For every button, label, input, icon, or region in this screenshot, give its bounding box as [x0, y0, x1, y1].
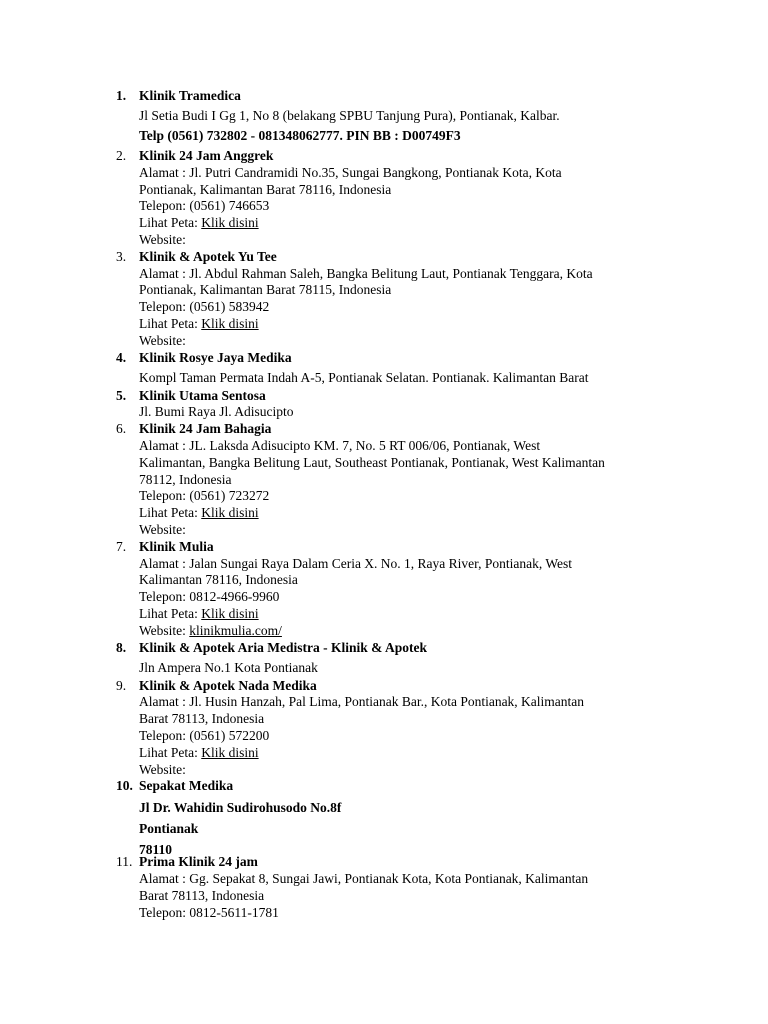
clinic-address-line: Alamat : Jl. Abdul Rahman Saleh, Bangka Belitung Laut, Pontianak Tenggara, Kota — [139, 265, 593, 281]
clinic-address-line: Kalimantan, Bangka Belitung Laut, Southeast Pontianak, Pontianak, West Kalimantan — [139, 454, 605, 470]
website-row: Website: — [139, 231, 186, 247]
map-row — [139, 745, 768, 762]
clinic-phone: Telepon: (0561) 583942 — [139, 299, 270, 315]
clinic-phone: Telepon: 0812-5611-1781 — [139, 904, 279, 920]
clinic-address-line: Pontianak, Kalimantan Barat 78116, Indonesia — [139, 181, 392, 197]
website-row: Website: — [139, 761, 186, 777]
list-item — [0, 539, 768, 640]
list-item — [0, 778, 768, 857]
clinic-phone: Telp (0561) 732802 - 081348062777. PIN BB : D00749F3 — [139, 127, 461, 143]
clinic-address: Jln Ampera No.1 Kota Pontianak — [139, 660, 318, 676]
clinic-address-line: Barat 78113, Indonesia — [139, 887, 265, 903]
map-label: Lihat Peta: — [139, 315, 202, 331]
map-label: Lihat Peta: — [139, 215, 202, 231]
list-number: 6. — [116, 421, 127, 437]
clinic-name: Klinik Rosye Jaya Medika — [139, 349, 292, 365]
website-row — [139, 623, 768, 640]
clinic-postcode: 78110 — [139, 841, 173, 857]
website-row: Website: — [139, 521, 186, 537]
clinic-phone: Telepon: (0561) 572200 — [139, 727, 270, 743]
clinic-phone: Telepon: 0812-4966-9960 — [139, 589, 280, 605]
list-number: 10. — [116, 778, 133, 794]
list-item — [0, 88, 768, 143]
clinic-address-line: Kalimantan 78116, Indonesia — [139, 572, 298, 588]
list-number: 1. — [116, 88, 127, 103]
list-item — [0, 678, 768, 779]
map-label: Lihat Peta: — [139, 744, 202, 760]
clinic-name: Prima Klinik 24 jam — [139, 854, 258, 870]
clinic-address-line: 78112, Indonesia — [139, 471, 232, 487]
clinic-address-line: Pontianak, Kalimantan Barat 78115, Indonesia — [139, 282, 392, 298]
clinic-address-line: Barat 78113, Indonesia — [139, 711, 265, 727]
list-item — [0, 640, 768, 678]
map-row — [139, 215, 768, 232]
clinic-name: Klinik Utama Sentosa — [139, 387, 266, 403]
clinic-phone: Telepon: (0561) 723272 — [139, 488, 270, 504]
list-number: 11. — [116, 854, 133, 870]
website-row: Website: — [139, 332, 186, 348]
clinic-name: Klinik Mulia — [139, 538, 214, 554]
list-item — [0, 421, 768, 539]
clinic-name: Sepakat Medika — [139, 778, 234, 794]
map-link[interactable]: Klik disini — [201, 744, 259, 760]
map-row — [139, 505, 768, 522]
clinic-name: Klinik Tramedica — [139, 88, 241, 103]
list-number: 7. — [116, 538, 127, 554]
clinic-address-line: Jl Dr. Wahidin Sudirohusodo No.8f — [139, 800, 342, 816]
map-link[interactable]: Klik disini — [201, 605, 259, 621]
list-item — [0, 854, 768, 921]
clinic-phone: Telepon: (0561) 746653 — [139, 198, 270, 214]
map-label: Lihat Peta: — [139, 505, 202, 521]
clinic-list — [0, 88, 768, 921]
website-label: Website: — [139, 622, 190, 638]
clinic-address-line: Alamat : JL. Laksda Adisucipto KM. 7, No. 5 RT 006/06, Pontianak, West — [139, 437, 541, 453]
website-link[interactable]: klinikmulia.com/ — [189, 622, 282, 638]
clinic-address-line: Alamat : Gg. Sepakat 8, Sungai Jawi, Pontianak Kota, Kota Pontianak, Kalimantan — [139, 871, 589, 887]
list-number: 4. — [116, 349, 127, 365]
map-link[interactable]: Klik disini — [201, 505, 259, 521]
clinic-address-line: Alamat : Jalan Sungai Raya Dalam Ceria X. No. 1, Raya River, Pontianak, West — [139, 555, 573, 571]
map-link[interactable]: Klik disini — [201, 315, 259, 331]
clinic-address-line: Alamat : Jl. Putri Candramidi No.35, Sungai Bangkong, Pontianak Kota, Kota — [139, 164, 562, 180]
clinic-name: Klinik & Apotek Yu Tee — [139, 248, 277, 264]
list-number: 9. — [116, 677, 127, 693]
list-number: 3. — [116, 248, 127, 264]
clinic-name: Klinik & Apotek Nada Medika — [139, 677, 317, 693]
clinic-name: Klinik 24 Jam Anggrek — [139, 148, 274, 163]
map-row — [139, 606, 768, 623]
list-number: 2. — [116, 148, 127, 163]
list-item — [0, 148, 768, 249]
list-number: 5. — [116, 387, 127, 403]
clinic-address-line: Alamat : Jl. Husin Hanzah, Pal Lima, Pontianak Bar., Kota Pontianak, Kalimantan — [139, 694, 585, 710]
clinic-name: Klinik 24 Jam Bahagia — [139, 421, 272, 437]
list-item — [0, 350, 768, 388]
list-number: 8. — [116, 639, 127, 655]
clinic-address: Jl. Bumi Raya Jl. Adisucipto — [139, 404, 294, 420]
list-item — [0, 388, 768, 422]
clinic-city: Pontianak — [139, 820, 199, 836]
clinic-address: Kompl Taman Permata Indah A-5, Pontianak Selatan. Pontianak. Kalimantan Barat — [139, 370, 589, 386]
clinic-name: Klinik & Apotek Aria Medistra - Klinik & Apotek — [139, 639, 428, 655]
clinic-address: Jl Setia Budi I Gg 1, No 8 (belakang SPBU Tanjung Pura), Pontianak, Kalbar. — [139, 107, 560, 123]
map-row — [139, 316, 768, 333]
list-item — [0, 249, 768, 350]
map-link[interactable]: Klik disini — [201, 215, 259, 231]
map-label: Lihat Peta: — [139, 605, 202, 621]
